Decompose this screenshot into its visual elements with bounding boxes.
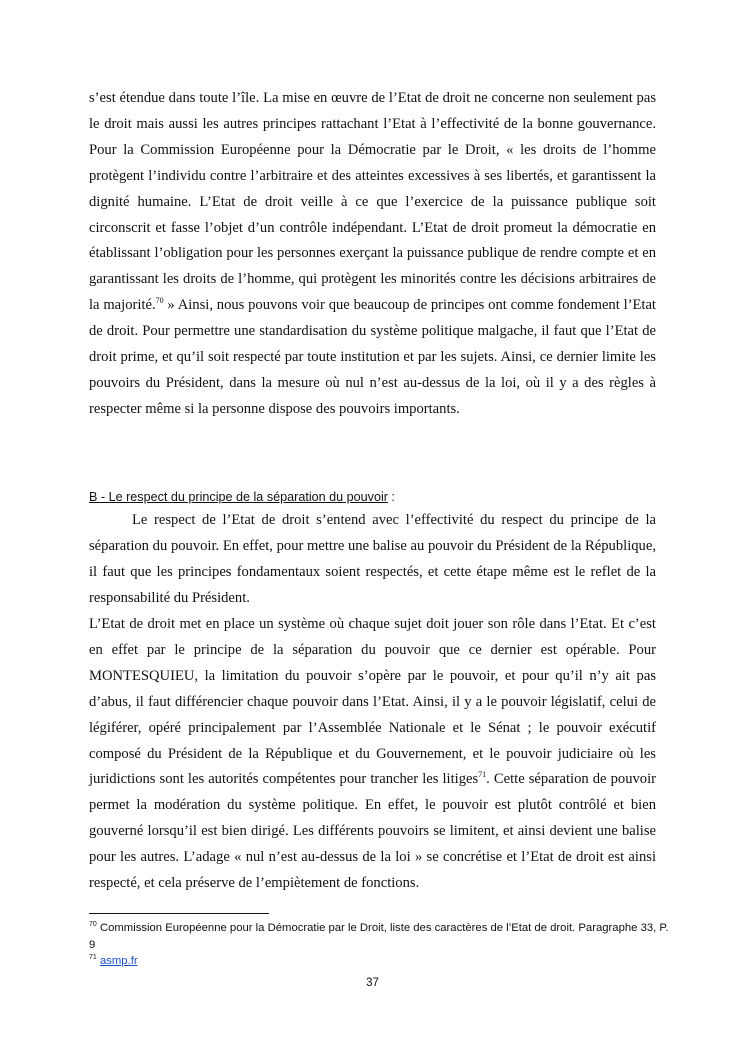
paragraph-text: L’Etat de droit met en place un système où chaque sujet doit jouer son rôle dans l’Etat. Et c’est en effet par le principe de la séparation du pouvoir que ce dernier est opérable. Pour MONTESQUIEU, la limitation du pouvoir s’opère par le pouvoir, et pour qu’il n’y ait pas d’abus, il faut différencier chaque pouvoir dans l’Etat. Ainsi, il y a le pouvoir législatif, celui de légiférer, opéré principalement par l’Assemblée Nationale et le Sénat ; le pouvoir exécutif composé du Président de la République et du Gouvernement, et le pouvoir judiciaire où les juridictions sont les autorités compétentes pour trancher les litiges <box>89 616 656 788</box>
footnote-text: Commission Européenne pour la Démocratie par le Droit, liste des caractères de l’Etat de droit. Paragraphe 33, P. 9 <box>89 922 669 951</box>
footnote-reference[interactable]: 71 <box>478 770 487 780</box>
paragraph-separation-details <box>89 612 656 897</box>
paragraph-text: . Cette séparation de pouvoir permet la modération du système politique. En effet, le pouvoir est plutôt contrôlé et bien gouverné lorsqu’il est bien dirigé. Les différents pouvoirs se limitent, et ainsi devient une balise pour les autres. L’adage « nul n’est au-dessus de la loi » se concrétise et l’Etat de droit est ainsi respecté, et cela préserve de l’empiètement de fonctions. <box>89 771 656 892</box>
paragraph-etat-de-droit <box>89 86 656 423</box>
page-number: 37 <box>366 977 379 989</box>
footnote-number: 70 <box>89 921 97 929</box>
paragraph-separation-intro <box>89 508 656 612</box>
section-heading <box>89 488 395 506</box>
footnote-reference[interactable]: 70 <box>155 296 164 306</box>
paragraph-text: » Ainsi, nous pouvons voir que beaucoup de principes ont comme fondement l’Etat de droit. Pour permettre une standardisation du système politique malgache, il faut que l’Etat de droit prime, et qu’il soit respecté par toute institution et par les sujets. Ainsi, ce dernier limite les pouvoirs du Président, dans la mesure où nul n’est au-dessus de la loi, où il y a des règles à respecter même si la personne dispose des pouvoirs importants. <box>89 297 656 417</box>
paragraph-text: s’est étendue dans toute l’île. La mise en œuvre de l’Etat de droit ne concerne non seulement pas le droit mais aussi les autres principes rattachant l’Etat à l’effectivité de la bonne gouvernance. Pour la Commission Européenne pour la Démocratie par le Droit, « les droits de l’homme protègent l’individu contre l’arbitraire et des atteintes excessives à ses libertés, et garantissent la dignité humaine. L’Etat de droit veille à ce que l’exercice de la puissance publique soit circonscrit et fasse l’objet d’un contrôle indépendant. L’Etat de droit promeut la démocratie en établissant l’obligation pour les personnes exerçant la puissance publique de rendre compte et en garantissant les droits de l’homme, qui protègent les minorités contre les décisions arbitraires de la majorité. <box>89 90 656 314</box>
section-heading-suffix: : <box>387 490 395 504</box>
section-heading-title: B - Le respect du principe de la séparation du pouvoir <box>89 490 388 504</box>
footnote-separator <box>89 913 269 914</box>
footnotes <box>89 920 669 970</box>
footnote-number: 71 <box>89 954 97 962</box>
footnote-link[interactable]: asmp.fr <box>99 955 138 967</box>
paragraph-text: Le respect de l’Etat de droit s’entend avec l’effectivité du respect du principe de la séparation du pouvoir. En effet, pour mettre une balise au pouvoir du Président de la République, il faut que les principes fondamentaux soient respectés, et cette étape même est le reflet de la responsabilité du Président. <box>89 512 656 606</box>
footnote-item <box>89 953 669 970</box>
footnote-item <box>89 920 669 953</box>
